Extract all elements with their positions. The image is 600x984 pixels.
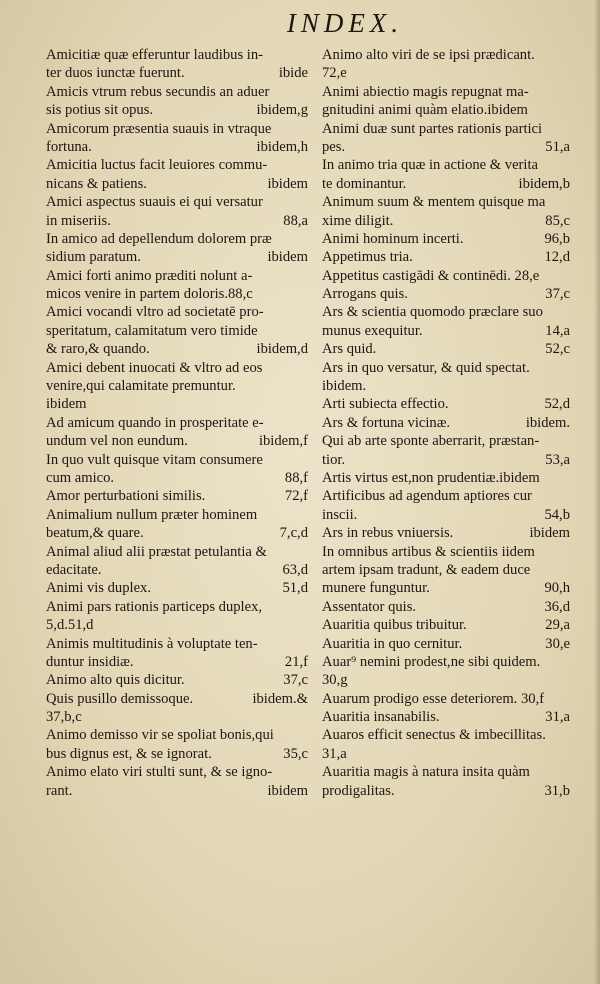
entry-text: 37,b,c — [46, 709, 82, 726]
index-entry-line — [46, 303, 308, 321]
entry-text: Auarum prodigo esse deteriorem. 30,f — [322, 690, 545, 707]
index-entry — [322, 267, 570, 285]
entry-text: cum amico. — [46, 469, 115, 486]
index-entry — [322, 193, 570, 230]
page-reference: 29,a — [545, 617, 570, 634]
entry-text: ibidem. — [322, 378, 367, 395]
page-reference: 52,d — [544, 396, 570, 413]
index-entry — [322, 120, 570, 157]
index-entry-line — [46, 708, 308, 726]
index-entry — [46, 46, 308, 83]
index-entry-line — [322, 156, 570, 174]
index-entry — [46, 120, 308, 157]
page-reference: 35,c — [283, 745, 308, 762]
index-entry — [322, 83, 570, 120]
index-entry — [322, 487, 570, 524]
entry-text: inscii. — [322, 506, 358, 523]
index-entry-line — [322, 414, 570, 432]
running-head: INDEX. — [286, 8, 404, 38]
entry-text: Ars quid. — [322, 341, 377, 358]
index-entry-line — [46, 101, 308, 119]
entry-text: Auaritia magis à natura insita quàm — [322, 764, 530, 781]
index-entry-line — [322, 506, 570, 524]
index-entry — [46, 487, 308, 505]
index-entry — [322, 432, 570, 469]
entry-text: & raro,& quando. — [46, 341, 150, 358]
entry-text: sis potius sit opus. — [46, 102, 154, 119]
index-entry — [322, 763, 570, 800]
index-entry-line — [322, 46, 570, 64]
entry-text: speritatum, calamitatum vero timide — [46, 322, 258, 339]
page-reference: 12,d — [544, 249, 570, 266]
index-entry-line — [46, 745, 308, 763]
entry-text: Appetimus tria. — [322, 249, 413, 266]
index-entry-line — [46, 487, 308, 505]
entry-text: undum vel non eundum. — [46, 433, 188, 450]
entry-text: fortuna. — [46, 138, 92, 155]
page-reference: ibide — [278, 65, 308, 82]
entry-text: Auaritia in quo cernitur. — [322, 635, 463, 652]
index-entry-line — [322, 579, 570, 597]
index-entry-line — [46, 359, 308, 377]
index-entry — [46, 579, 308, 597]
entry-text: Ars in rebus vniuersis. — [322, 525, 454, 542]
entry-text: Animalium nullum præter hominem — [46, 506, 258, 523]
index-entry-line — [322, 616, 570, 634]
page-reference: 53,a — [545, 451, 570, 468]
page-reference: 54,b — [544, 506, 570, 523]
index-entry-line — [46, 156, 308, 174]
entry-text: Amici aspectus suauis ei qui versatur — [46, 194, 263, 211]
index-entry — [322, 598, 570, 616]
entry-text: Animum suum & mentem quisque ma — [322, 194, 546, 211]
entry-text: 30,g — [322, 672, 348, 689]
index-entry-line — [46, 653, 308, 671]
index-entry-line — [46, 635, 308, 653]
index-entry-line — [46, 120, 308, 138]
index-entry — [322, 46, 570, 83]
index-entry-line — [46, 193, 308, 211]
index-entry-line — [46, 212, 308, 230]
index-entry — [46, 506, 308, 543]
index-entry-line — [46, 469, 308, 487]
index-entry — [46, 414, 308, 451]
page-reference: ibidem — [267, 249, 308, 266]
entry-text: Auaritia quibus tribuitur. — [322, 617, 467, 634]
index-entry — [322, 616, 570, 634]
index-entry-line — [46, 267, 308, 285]
index-entry-line — [322, 101, 570, 119]
entry-text: Arrogans quis. — [322, 286, 408, 303]
index-entry-line — [322, 322, 570, 340]
entry-text: Animo elato viri stulti sunt, & se igno- — [46, 764, 273, 781]
index-entry — [322, 248, 570, 266]
entry-text: Animo demisso vir se spoliat bonis,qui — [46, 727, 274, 744]
entry-text: munere funguntur. — [322, 580, 430, 597]
index-entry-line — [322, 635, 570, 653]
entry-text: Amicitia luctus facit leuiores commu- — [46, 157, 268, 174]
index-entry — [322, 543, 570, 598]
page-reference: 72,f — [284, 488, 308, 505]
page-reference: ibidem. — [525, 414, 570, 431]
page-reference: 7,c,d — [279, 525, 308, 542]
index-entry — [46, 671, 308, 689]
index-entry-line — [46, 616, 308, 634]
index-entry-line — [322, 285, 570, 303]
page-reference: ibidem,h — [256, 138, 308, 155]
page-reference: 51,a — [545, 138, 570, 155]
index-entry-line — [46, 322, 308, 340]
entry-text: Assentator quis. — [322, 598, 417, 615]
entry-text: edacitate. — [46, 561, 102, 578]
index-entry-line — [46, 690, 308, 708]
page-reference: 31,a — [545, 709, 570, 726]
index-entry — [46, 543, 308, 580]
index-entry-line — [46, 763, 308, 781]
entry-text: Artis virtus est,non prudentiæ.ibidem — [322, 469, 540, 486]
index-entry — [322, 469, 570, 487]
entry-text: Ars & fortuna vicinæ. — [322, 414, 451, 431]
index-entry-line — [46, 432, 308, 450]
index-entry — [322, 156, 570, 193]
page-reference: ibidem — [267, 782, 308, 799]
entry-text: Amici debent inuocati & vltro ad eos — [46, 359, 263, 376]
index-entry-line — [322, 120, 570, 138]
index-entry-line — [322, 138, 570, 156]
index-entry — [46, 83, 308, 120]
page-reference: ibidem.& — [252, 690, 308, 707]
entry-text: artem ipsam tradunt, & eadem duce — [322, 561, 531, 578]
entry-text: munus exequitur. — [322, 322, 423, 339]
entry-text: micos venire in partem doloris.88,c — [46, 286, 253, 303]
index-entry — [322, 285, 570, 303]
index-entry-line — [322, 469, 570, 487]
index-entry — [46, 359, 308, 414]
entry-text: In amico ad depellendum dolorem præ — [46, 230, 272, 247]
page-reference: ibidem — [267, 175, 308, 192]
entry-text: 72,e — [322, 65, 347, 82]
index-entry-line — [322, 598, 570, 616]
index-entry-line — [322, 543, 570, 561]
page-reference: ibidem,d — [256, 341, 308, 358]
page-reference: 90,h — [544, 580, 570, 597]
index-entry-line — [322, 524, 570, 542]
entry-text: te dominantur. — [322, 175, 407, 192]
entry-text: Amor perturbationi similis. — [46, 488, 206, 505]
index-entry — [322, 690, 570, 708]
entry-text: ibidem — [46, 396, 87, 413]
index-entry-line — [322, 175, 570, 193]
index-entry — [46, 598, 308, 635]
page-reference: 30,e — [545, 635, 570, 652]
entry-text: Arti subiecta effectio. — [322, 396, 449, 413]
index-entry-line — [46, 524, 308, 542]
page-reference: 88,a — [283, 212, 308, 229]
entry-text: xime diligit. — [322, 212, 394, 229]
index-entry-line — [322, 782, 570, 800]
index-entry-line — [46, 726, 308, 744]
entry-text: Animi abiectio magis repugnat ma- — [322, 83, 529, 100]
index-entry-line — [322, 248, 570, 266]
index-entry-line — [46, 230, 308, 248]
index-entry-line — [322, 561, 570, 579]
page-edge-shadow — [594, 0, 600, 984]
index-entry — [46, 156, 308, 193]
entry-text: Amici forti animo præditi nolunt a- — [46, 267, 253, 284]
index-entry — [322, 524, 570, 542]
index-entry-line — [322, 359, 570, 377]
entry-text: sidium paratum. — [46, 249, 141, 266]
index-entry-line — [322, 212, 570, 230]
entry-text: Animal aliud alii præstat petulantia & — [46, 543, 267, 560]
index-entry-line — [322, 708, 570, 726]
index-entry-line — [46, 340, 308, 358]
index-column-left — [46, 46, 308, 800]
index-entry-line — [322, 745, 570, 763]
index-entry — [46, 451, 308, 488]
index-entry — [46, 193, 308, 230]
index-entry — [322, 395, 570, 413]
index-entry — [46, 230, 308, 267]
entry-text: In animo tria quæ in actione & verita — [322, 157, 539, 174]
index-entry-line — [46, 46, 308, 64]
page-reference: 85,c — [545, 212, 570, 229]
index-entry-line — [46, 285, 308, 303]
index-entry — [46, 267, 308, 304]
index-entry — [322, 708, 570, 726]
entry-text: Ars & scientia quomodo præclare suo — [322, 304, 543, 321]
entry-text: Animi hominum incerti. — [322, 230, 464, 247]
index-entry-line — [322, 377, 570, 395]
index-entry-line — [46, 561, 308, 579]
index-entry-line — [322, 303, 570, 321]
index-entry-line — [46, 579, 308, 597]
index-entry-line — [322, 83, 570, 101]
index-entry — [46, 635, 308, 672]
index-entry-line — [46, 451, 308, 469]
page-reference: 37,c — [283, 672, 308, 689]
index-entry — [322, 726, 570, 763]
index-entry-line — [46, 543, 308, 561]
index-entry-line — [322, 451, 570, 469]
page-reference: ibidem,f — [258, 433, 308, 450]
entry-text: Auaritia insanabilis. — [322, 709, 440, 726]
index-entry — [322, 340, 570, 358]
entry-text: Animo alto viri de se ipsi prædicant. — [322, 47, 535, 63]
entry-text: Appetitus castigādi & continēdi. 28,e — [322, 267, 540, 284]
page-reference: 37,c — [545, 286, 570, 303]
page-reference: ibidem,g — [256, 102, 308, 119]
entry-text: Amici vocandi vltro ad societatē pro- — [46, 304, 264, 321]
index-entry-line — [46, 414, 308, 432]
entry-text: in miseriis. — [46, 212, 111, 229]
entry-text: In omnibus artibus & scientiis iidem — [322, 543, 535, 560]
entry-text: Ars in quo versatur, & quid spectat. — [322, 359, 530, 376]
entry-text: Quis pusillo demissoque. — [46, 690, 194, 707]
entry-text: venire,qui calamitate premuntur. — [46, 378, 236, 395]
entry-text: Animo alto quis dicitur. — [46, 672, 185, 689]
index-entry-line — [322, 763, 570, 781]
page-reference: ibidem — [529, 525, 570, 542]
entry-text: 31,a — [322, 745, 347, 762]
index-entry-line — [46, 377, 308, 395]
page-reference: 88,f — [284, 469, 308, 486]
index-entry — [322, 230, 570, 248]
page-reference: 96,b — [544, 230, 570, 247]
entry-text: duntur insidiæ. — [46, 653, 134, 670]
index-entry-line — [322, 230, 570, 248]
page-reference: 14,a — [545, 322, 570, 339]
entry-text: Ad amicum quando in prosperitate e- — [46, 414, 264, 431]
entry-text: beatum,& quare. — [46, 525, 144, 542]
index-entry — [46, 303, 308, 358]
entry-text: gnitudini animi quàm elatio.ibidem — [322, 102, 528, 119]
index-entry-line — [46, 175, 308, 193]
index-entry-line — [322, 267, 570, 285]
index-column-right — [322, 46, 570, 800]
page-reference: 31,b — [544, 782, 570, 799]
entry-text: nicans & patiens. — [46, 175, 147, 192]
entry-text: bus dignus est, & se ignorat. — [46, 745, 212, 762]
index-entry-line — [322, 671, 570, 689]
entry-text: Auar⁹ nemini prodest,ne sibi quidem. — [322, 653, 541, 670]
index-entry-line — [46, 395, 308, 413]
page-reference: 36,d — [544, 598, 570, 615]
entry-text: Amicitiæ quæ efferuntur laudibus in- — [46, 47, 263, 63]
index-entry — [322, 359, 570, 396]
entry-text: Animis multitudinis à voluptate ten- — [46, 635, 258, 652]
entry-text: rant. — [46, 782, 73, 799]
index-entry-line — [322, 726, 570, 744]
page-reference: 21,f — [284, 653, 308, 670]
entry-text: Animi pars rationis particeps duplex, — [46, 598, 263, 615]
index-entry-line — [322, 690, 570, 708]
entry-text: In quo vult quisque vitam consumere — [46, 451, 263, 468]
entry-text: ter duos iunctæ fuerunt. — [46, 65, 185, 82]
index-entry-line — [46, 671, 308, 689]
index-entry — [322, 303, 570, 340]
index-entry-line — [322, 432, 570, 450]
entry-text: Animi duæ sunt partes rationis partici — [322, 120, 543, 137]
entry-text: prodigalitas. — [322, 782, 395, 799]
entry-text: Amicorum præsentia suauis in vtraque — [46, 120, 272, 137]
index-entry-line — [322, 653, 570, 671]
index-entry-line — [322, 487, 570, 505]
page-reference: 63,d — [282, 561, 308, 578]
index-entry-line — [322, 64, 570, 82]
entry-text: Animi vis duplex. — [46, 580, 151, 597]
entry-text: pes. — [322, 138, 346, 155]
index-entry — [322, 414, 570, 432]
page-reference: 52,c — [545, 341, 570, 358]
entry-text: Qui ab arte sponte aberrarit, præstan- — [322, 433, 540, 450]
index-entry-line — [46, 138, 308, 156]
entry-text: tior. — [322, 451, 346, 468]
index-entry-line — [322, 193, 570, 211]
index-entry — [46, 763, 308, 800]
index-entry — [46, 690, 308, 727]
entry-text: 5,d.51,d — [46, 617, 94, 634]
index-entry-line — [46, 598, 308, 616]
entry-text: Auaros efficit senectus & imbecillitas. — [322, 727, 546, 744]
index-entry-line — [46, 83, 308, 101]
index-entry-line — [322, 340, 570, 358]
page-reference: ibidem,b — [518, 175, 570, 192]
index-entry-line — [322, 395, 570, 413]
index-entry-line — [46, 64, 308, 82]
index-entry-line — [46, 782, 308, 800]
index-entry — [322, 635, 570, 653]
entry-text: Artificibus ad agendum aptiores cur — [322, 488, 532, 505]
index-entry-line — [46, 248, 308, 266]
index-entry — [322, 653, 570, 690]
entry-text: Amicis vtrum rebus secundis an aduer — [46, 83, 270, 100]
index-entry — [46, 726, 308, 763]
page-reference: 51,d — [282, 580, 308, 597]
index-entry-line — [46, 506, 308, 524]
